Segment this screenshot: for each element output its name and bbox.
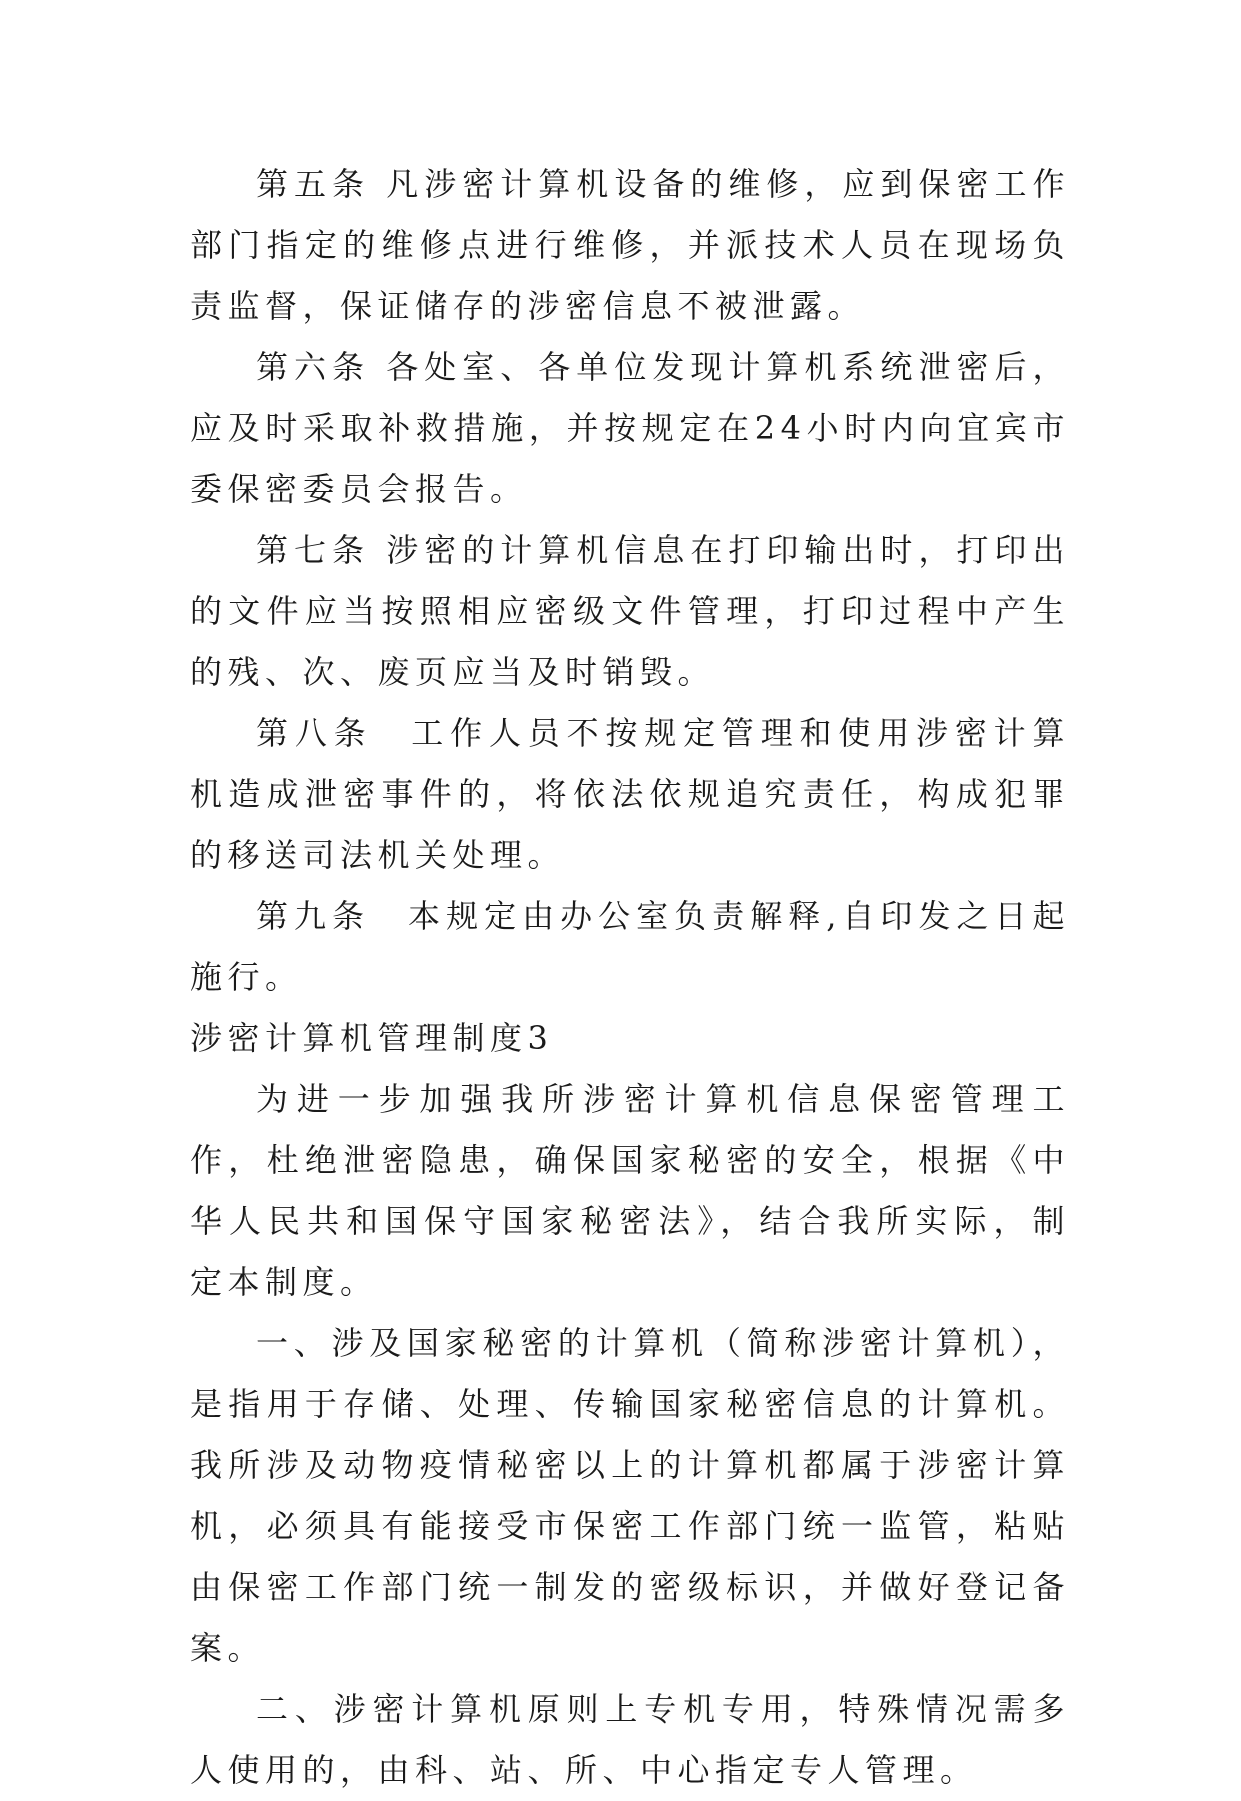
article-6-paragraph: 第六条 各处室、各单位发现计算机系统泄密后，应及时采取补救措施，并按规定在24小时内向宜宾市委保密委员会报告。	[190, 348, 1070, 508]
document-body	[190, 154, 1070, 1801]
section-item-2-paragraph: 二、涉密计算机原则上专机专用，特殊情况需多人使用的，由科、站、所、中心指定专人管理。	[190, 1690, 1070, 1789]
section-title: 涉密计算机管理制度3	[190, 1019, 554, 1057]
section-item-1-paragraph: 一、涉及国家秘密的计算机（简称涉密计算机），是指用于存储、处理、传输国家秘密信息的计算机。我所涉及动物疫情秘密以上的计算机都属于涉密计算机，必须具有能接受市保密工作部门统一监管，粘贴由保密工作部门统一制发的密级标识，并做好登记备案。	[190, 1324, 1070, 1667]
article-5-paragraph: 第五条 凡涉密计算机设备的维修，应到保密工作部门指定的维修点进行维修，并派技术人员在现场负责监督，保证储存的涉密信息不被泄露。	[190, 165, 1070, 325]
section-intro-paragraph: 为进一步加强我所涉密计算机信息保密管理工作，杜绝泄密隐患，确保国家秘密的安全，根据《中华人民共和国保守国家秘密法》，结合我所实际，制定本制度。	[190, 1080, 1070, 1301]
article-7-paragraph: 第七条 涉密的计算机信息在打印输出时，打印出的文件应当按照相应密级文件管理，打印过程中产生的残、次、废页应当及时销毁。	[190, 531, 1070, 691]
article-9-paragraph: 第九条 本规定由办公室负责解释,自印发之日起施行。	[190, 897, 1070, 996]
article-8-paragraph: 第八条 工作人员不按规定管理和使用涉密计算机造成泄密事件的，将依法依规追究责任，构成犯罪的移送司法机关处理。	[190, 714, 1070, 874]
